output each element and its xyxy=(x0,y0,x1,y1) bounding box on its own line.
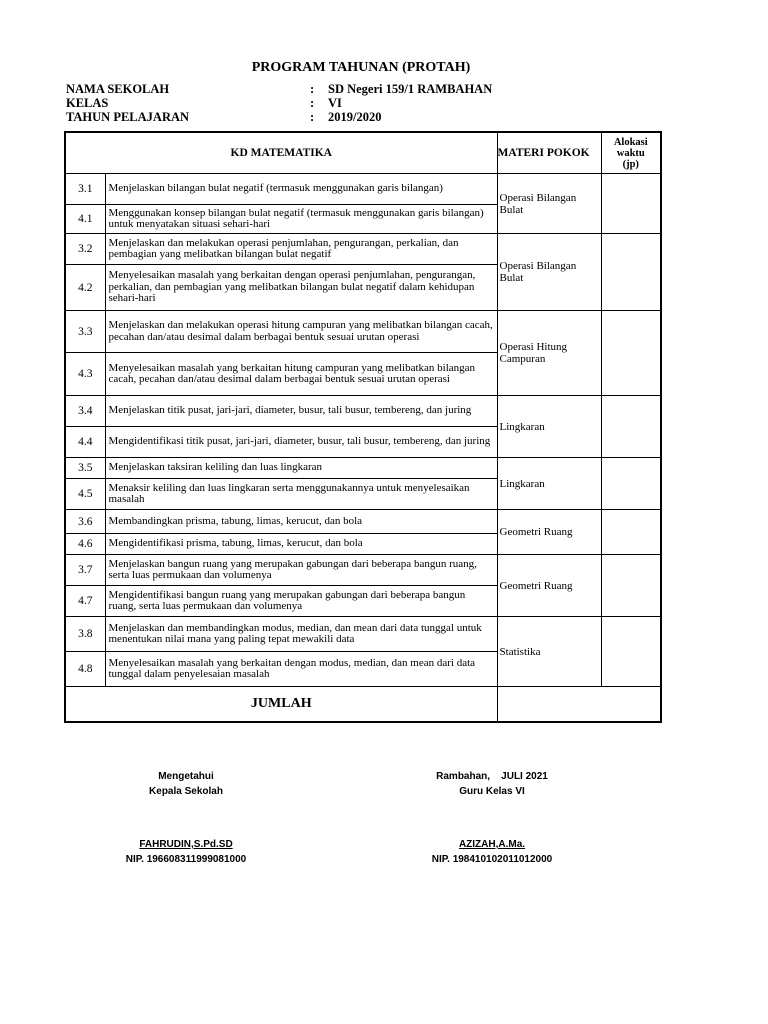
total-label: JUMLAH xyxy=(65,687,497,723)
kd-number: 4.5 xyxy=(65,479,105,510)
alokasi-cell xyxy=(601,174,661,234)
table-row xyxy=(65,555,661,586)
kd-number: 4.1 xyxy=(65,205,105,234)
alokasi-cell xyxy=(601,555,661,617)
total-row xyxy=(65,687,661,723)
total-value-cell xyxy=(497,687,661,723)
materi-pokok: Geometri Ruang xyxy=(497,510,601,555)
kd-description: Menggunakan konsep bilangan bulat negatif (termasuk menggunakan garis bilangan) untuk menyatakan situasi sehari-hari xyxy=(105,205,497,234)
materi-pokok: Operasi Hitung Campuran xyxy=(497,311,601,396)
materi-pokok: Operasi Bilangan Bulat xyxy=(497,174,601,234)
info-value: VI xyxy=(328,96,342,110)
header-alokasi-line: (jp) xyxy=(622,158,639,170)
kd-description: Menjelaskan titik pusat, jari-jari, diameter, busur, tali busur, tembereng, dan juring xyxy=(105,396,497,427)
table-row xyxy=(65,458,661,479)
alokasi-cell xyxy=(601,458,661,510)
header-alokasi xyxy=(601,132,661,174)
header-materi: MATERI POKOK xyxy=(497,132,601,174)
header-alokasi-line: waktu xyxy=(616,147,645,159)
info-value: SD Negeri 159/1 RAMBAHAN xyxy=(328,82,493,96)
signature-name: AZIZAH,A.Ma. xyxy=(458,839,526,850)
header-kd: KD MATEMATIKA xyxy=(65,132,497,174)
signature-left xyxy=(106,769,266,867)
signature-space xyxy=(412,799,572,837)
kd-number: 3.4 xyxy=(65,396,105,427)
kd-number: 3.1 xyxy=(65,174,105,205)
signature-name: FAHRUDIN,S.Pd.SD xyxy=(139,839,233,850)
document-title: PROGRAM TAHUNAN (PROTAH) xyxy=(251,60,471,75)
materi-pokok: Lingkaran xyxy=(497,396,601,458)
info-label: KELAS xyxy=(66,96,109,110)
info-label: NAMA SEKOLAH xyxy=(66,82,170,96)
signature-space xyxy=(106,799,266,837)
signature-right xyxy=(412,769,572,867)
kd-description: Mengidentifikasi prisma, tabung, limas, kerucut, dan bola xyxy=(105,534,497,555)
kd-description: Menjelaskan taksiran keliling dan luas lingkaran xyxy=(105,458,497,479)
info-row-class xyxy=(66,96,566,110)
table-row xyxy=(65,174,661,205)
school-info xyxy=(66,82,566,124)
kd-number: 3.2 xyxy=(65,234,105,265)
table-row xyxy=(65,234,661,265)
table-row xyxy=(65,311,661,353)
kd-description: Mengidentifikasi bangun ruang yang merupakan gabungan dari beberapa bangun ruang, serta luas permukaan dan volumenya xyxy=(105,586,497,617)
alokasi-cell xyxy=(601,617,661,687)
kd-table xyxy=(64,131,662,723)
kd-description: Menaksir keliling dan luas lingkaran serta menggunakannya untuk menyelesaikan masalah xyxy=(105,479,497,510)
kd-description: Menjelaskan dan membandingkan modus, median, dan mean dari data tunggal untuk menentukan nilai mana yang paling tepat mewakili data xyxy=(105,617,497,652)
signature-nip: NIP. 196608311999081000 xyxy=(125,854,247,865)
kd-number: 3.5 xyxy=(65,458,105,479)
kd-description: Menyelesaikan masalah yang berkaitan dengan modus, median, dan mean dari data tunggal dalam penyelesaian masalah xyxy=(105,652,497,687)
table-row xyxy=(65,617,661,652)
table-header-row xyxy=(65,132,661,174)
table-row xyxy=(65,510,661,534)
alokasi-cell xyxy=(601,234,661,311)
kd-number: 3.6 xyxy=(65,510,105,534)
kd-description: Mengidentifikasi titik pusat, jari-jari, diameter, busur, tali busur, tembereng, dan juring xyxy=(105,427,497,458)
signature-caption: Mengetahui xyxy=(158,771,214,782)
kd-number: 4.4 xyxy=(65,427,105,458)
materi-pokok: Statistika xyxy=(497,617,601,687)
info-row-school xyxy=(66,82,566,96)
kd-number: 3.7 xyxy=(65,555,105,586)
kd-number: 4.6 xyxy=(65,534,105,555)
materi-pokok: Lingkaran xyxy=(497,458,601,510)
kd-description: Menjelaskan dan melakukan operasi hitung campuran yang melibatkan bilangan cacah, pecahan dan/atau desimal dalam berbagai bentuk sesuai urutan operasi xyxy=(105,311,497,353)
info-value: 2019/2020 xyxy=(328,110,382,124)
kd-description: Menjelaskan bangun ruang yang merupakan gabungan dari beberapa bangun ruang, serta luas permukaan dan volumenya xyxy=(105,555,497,586)
info-colon: : xyxy=(310,110,315,124)
kd-description: Menyelesaikan masalah yang berkaitan hitung campuran yang melibatkan bilangan cacah, pecahan dan/atau desimal dalam berbagai bentuk sesuai urutan operasi xyxy=(105,353,497,396)
materi-pokok: Operasi Bilangan Bulat xyxy=(497,234,601,311)
kd-number: 4.3 xyxy=(65,353,105,396)
kd-description: Menjelaskan bilangan bulat negatif (termasuk menggunakan garis bilangan) xyxy=(105,174,497,205)
kd-number: 4.7 xyxy=(65,586,105,617)
info-row-year xyxy=(66,110,566,124)
kd-number: 3.3 xyxy=(65,311,105,353)
info-label: TAHUN PELAJARAN xyxy=(66,110,190,124)
signature-role: Kepala Sekolah xyxy=(149,786,223,797)
kd-description: Menjelaskan dan melakukan operasi penjumlahan, pengurangan, perkalian, dan pembagian yang melibatkan bilangan bulat negatif xyxy=(105,234,497,265)
kd-description: Menyelesaikan masalah yang berkaitan dengan operasi penjumlahan, pengurangan, perkalian, dan pembagian yang melibatkan bilangan bulat negatif dalam kehidupan sehari-hari xyxy=(105,265,497,311)
alokasi-cell xyxy=(601,510,661,555)
info-colon: : xyxy=(310,82,315,96)
table-row xyxy=(65,396,661,427)
kd-number: 4.8 xyxy=(65,652,105,687)
signature-role: Guru Kelas VI xyxy=(459,786,525,797)
info-colon: : xyxy=(310,96,315,110)
kd-description: Membandingkan prisma, tabung, limas, kerucut, dan bola xyxy=(105,510,497,534)
alokasi-cell xyxy=(601,396,661,458)
materi-pokok: Geometri Ruang xyxy=(497,555,601,617)
signature-place-date: Rambahan, JULI 2021 xyxy=(436,771,548,782)
signature-nip: NIP. 198410102011012000 xyxy=(431,854,553,865)
alokasi-cell xyxy=(601,311,661,396)
kd-number: 3.8 xyxy=(65,617,105,652)
kd-number: 4.2 xyxy=(65,265,105,311)
header-alokasi-line: Alokasi xyxy=(613,136,648,148)
